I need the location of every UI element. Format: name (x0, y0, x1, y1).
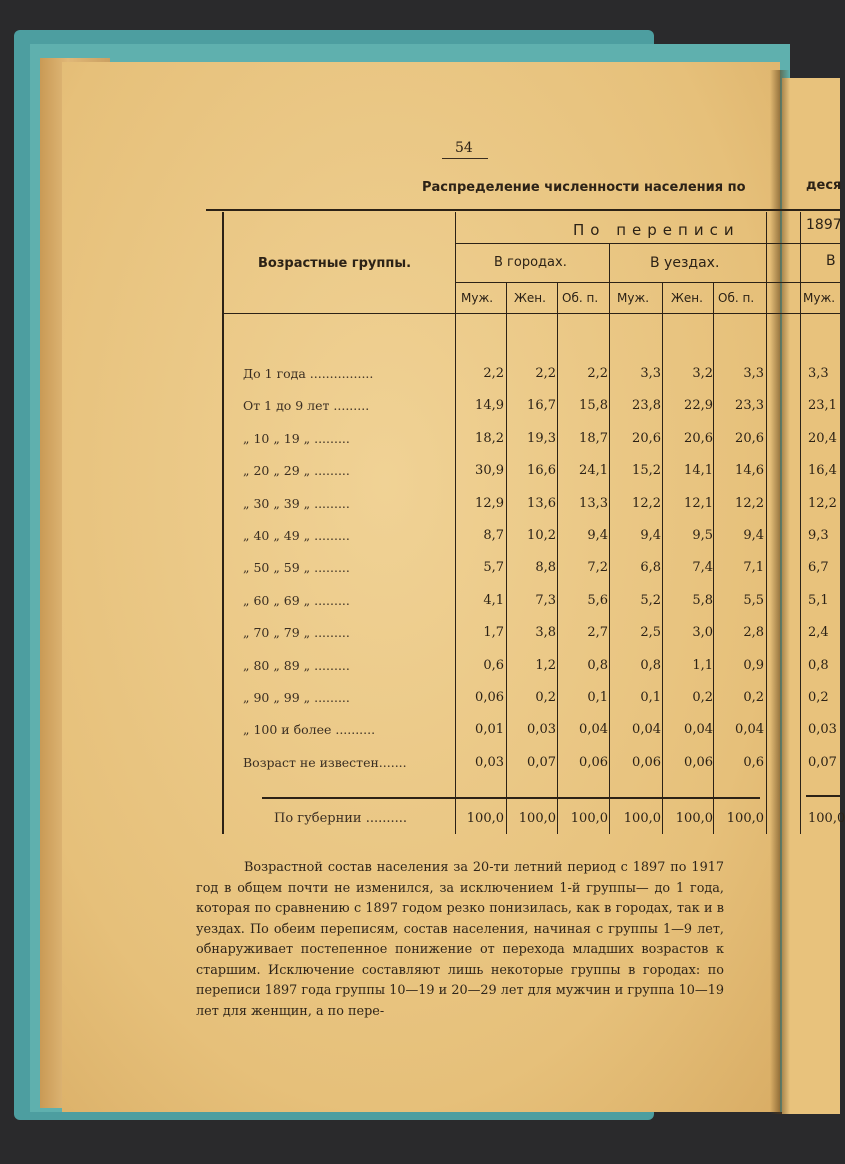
table-cell: 2,7 (587, 625, 608, 640)
row-label: До 1 года ................ (243, 366, 374, 381)
row-label: „ 50 „ 59 „ ......... (243, 560, 350, 575)
table-cell: 0,04 (735, 722, 764, 737)
table-cell: 18,2 (475, 431, 504, 446)
total-rule (262, 797, 760, 799)
table-cell: 0,6 (483, 658, 504, 673)
right-page-cell: 0,8 (808, 658, 829, 673)
col-rule (766, 212, 767, 834)
table-cell: 0,04 (632, 722, 661, 737)
table-cell: 14,1 (684, 463, 713, 478)
table-cell: 3,8 (535, 625, 556, 640)
table-cell: 2,2 (535, 366, 556, 381)
right-census-year: 1897 (806, 217, 842, 233)
table-cell: 2,2 (483, 366, 504, 381)
right-page-cell: 0,2 (808, 690, 829, 705)
age-groups-header: Возрастные группы. (258, 256, 412, 271)
header-bottom-rule (224, 313, 840, 314)
table-cell: 16,7 (527, 398, 556, 413)
table-cell: 4,1 (483, 593, 504, 608)
table-cell: 18,7 (579, 431, 608, 446)
table-top-rule (206, 209, 840, 211)
table-cell: 0,04 (684, 722, 713, 737)
cities-header: В городах. (494, 255, 567, 270)
row-label: „ 80 „ 89 „ ......... (243, 658, 350, 673)
table-cell: 1,1 (692, 658, 713, 673)
table-cell: 0,8 (587, 658, 608, 673)
table-cell: 12,9 (475, 496, 504, 511)
col-rule (662, 283, 663, 834)
table-cell: 9,5 (692, 528, 713, 543)
table-cell: 13,3 (579, 496, 608, 511)
right-page-total: 100,0 (808, 811, 845, 826)
table-cell: 8,7 (483, 528, 504, 543)
table-cell: 12,2 (735, 496, 764, 511)
row-label: „ 100 и более .......... (243, 722, 376, 737)
table-cell: 0,03 (475, 755, 504, 770)
table-cell: 0,07 (527, 755, 556, 770)
table-left-rule (222, 212, 224, 834)
row-label: „ 60 „ 69 „ ......... (243, 593, 350, 608)
table-cell: 1,2 (535, 658, 556, 673)
subheader: Муж. (617, 291, 650, 305)
table-cell: 5,7 (483, 560, 504, 575)
row-label: „ 10 „ 19 „ ......... (243, 431, 350, 446)
page-number: 54 (455, 140, 473, 156)
table-cell: 7,3 (535, 593, 556, 608)
table-cell: 22,9 (684, 398, 713, 413)
table-cell: 20,6 (684, 431, 713, 446)
table-cell: 24,1 (579, 463, 608, 478)
total-cell: 100,0 (518, 811, 556, 826)
subheader: Жен. (514, 291, 546, 305)
census-header: По переписи (573, 221, 740, 239)
table-cell: 2,8 (743, 625, 764, 640)
row-label: От 1 до 9 лет ......... (243, 398, 370, 413)
right-page-cell: 5,1 (808, 593, 829, 608)
table-cell: 0,06 (475, 690, 504, 705)
subheader: Об. п. (562, 291, 599, 305)
body-paragraph: Возрастной состав населения за 20-ти летний период с 1897 по 1917 год в общем почти не изменился, за исключением 1-й группы— до 1 года, которая по сравнению с 1897 годом резко понизилась, как в городах, так и в уездах. По обеим переписям, состав населения, начиная с группы 1—9 лет, обнаруживает постепенное понижение от перехода младших возрастов к старшим. Исключение составляют лишь некоторые группы в городах: по переписи 1897 года группы 10—19 и 20—29 лет для мужчин и группа 10—19 лет для женщин, а по пере- (196, 860, 724, 1019)
table-cell: 9,4 (587, 528, 608, 543)
table-cell: 5,8 (692, 593, 713, 608)
table-cell: 0,6 (743, 755, 764, 770)
spine-shadow (770, 70, 790, 1114)
table-cell: 15,2 (632, 463, 661, 478)
subheader: Муж. (461, 291, 494, 305)
table-cell: 30,9 (475, 463, 504, 478)
table-cell: 16,6 (527, 463, 556, 478)
table-cell: 12,1 (684, 496, 713, 511)
table-cell: 0,06 (684, 755, 713, 770)
table-cell: 10,2 (527, 528, 556, 543)
table-cell: 20,6 (735, 431, 764, 446)
col-rule (455, 212, 456, 834)
table-cell: 8,8 (535, 560, 556, 575)
row-label: „ 20 „ 29 „ ......... (243, 463, 350, 478)
subheader: Жен. (671, 291, 703, 305)
right-page-cell: 9,3 (808, 528, 829, 543)
total-label: По губернии .......... (274, 811, 408, 826)
col-rule (557, 283, 558, 834)
right-page-cell: 2,4 (808, 625, 829, 640)
table-cell: 7,1 (743, 560, 764, 575)
subheader: Об. п. (718, 291, 755, 305)
table-cell: 6,8 (640, 560, 661, 575)
table-cell: 0,2 (535, 690, 556, 705)
table-cell: 0,01 (475, 722, 504, 737)
group-underline (455, 282, 840, 283)
table-cell: 0,9 (743, 658, 764, 673)
census-underline (455, 243, 840, 244)
table-cell: 3,2 (692, 366, 713, 381)
table-cell: 0,04 (579, 722, 608, 737)
right-group-fragment: В (826, 253, 836, 269)
total-cell: 100,0 (466, 811, 504, 826)
table-cell: 5,2 (640, 593, 661, 608)
table-cell: 0,2 (692, 690, 713, 705)
table-cell: 1,7 (483, 625, 504, 640)
right-page-cell: 3,3 (808, 366, 829, 381)
total-cell: 100,0 (675, 811, 713, 826)
right-page-cell: 23,1 (808, 398, 837, 413)
table-cell: 23,8 (632, 398, 661, 413)
right-page-cell: 12,2 (808, 496, 837, 511)
right-page-cell: 6,7 (808, 560, 829, 575)
table-cell: 0,1 (640, 690, 661, 705)
page-number-rule (442, 158, 488, 159)
table-cell: 2,2 (587, 366, 608, 381)
table-cell: 9,4 (743, 528, 764, 543)
row-label: „ 40 „ 49 „ ......... (243, 528, 350, 543)
counties-header: В уездах. (650, 255, 720, 271)
table-cell: 20,6 (632, 431, 661, 446)
row-label: „ 30 „ 39 „ ......... (243, 496, 350, 511)
col-rule (713, 283, 714, 834)
table-cell: 0,1 (587, 690, 608, 705)
table-cell: 9,4 (640, 528, 661, 543)
table-cell: 5,6 (587, 593, 608, 608)
row-label: Возраст не известен....... (243, 755, 407, 770)
right-page-title-fragment: деся (806, 178, 842, 193)
total-cell: 100,0 (726, 811, 764, 826)
table-cell: 3,3 (640, 366, 661, 381)
table-cell: 2,5 (640, 625, 661, 640)
table-cell: 19,3 (527, 431, 556, 446)
col-rule (609, 244, 610, 834)
right-total-rule (806, 795, 840, 797)
col-rule (800, 212, 801, 834)
table-cell: 0,8 (640, 658, 661, 673)
total-cell: 100,0 (570, 811, 608, 826)
table-cell: 12,2 (632, 496, 661, 511)
col-rule (506, 283, 507, 834)
table-cell: 3,3 (743, 366, 764, 381)
table-cell: 23,3 (735, 398, 764, 413)
table-cell: 0,03 (527, 722, 556, 737)
table-cell: 5,5 (743, 593, 764, 608)
right-page-cell: 20,4 (808, 431, 837, 446)
table-cell: 13,6 (527, 496, 556, 511)
table-title: Распределение численности населения по (422, 180, 746, 195)
table-cell: 0,06 (579, 755, 608, 770)
right-page-cell: 16,4 (808, 463, 837, 478)
table-cell: 3,0 (692, 625, 713, 640)
table-cell: 14,6 (735, 463, 764, 478)
row-label: „ 70 „ 79 „ ......... (243, 625, 350, 640)
table-cell: 14,9 (475, 398, 504, 413)
total-cell: 100,0 (623, 811, 661, 826)
table-cell: 15,8 (579, 398, 608, 413)
table-cell: 7,2 (587, 560, 608, 575)
table-cell: 7,4 (692, 560, 713, 575)
right-page-cell: 0,03 (808, 722, 837, 737)
right-page-cell: 0,07 (808, 755, 837, 770)
row-label: „ 90 „ 99 „ ......... (243, 690, 350, 705)
right-subheader: Муж. (803, 291, 836, 305)
table-cell: 0,2 (743, 690, 764, 705)
table-cell: 0,06 (632, 755, 661, 770)
